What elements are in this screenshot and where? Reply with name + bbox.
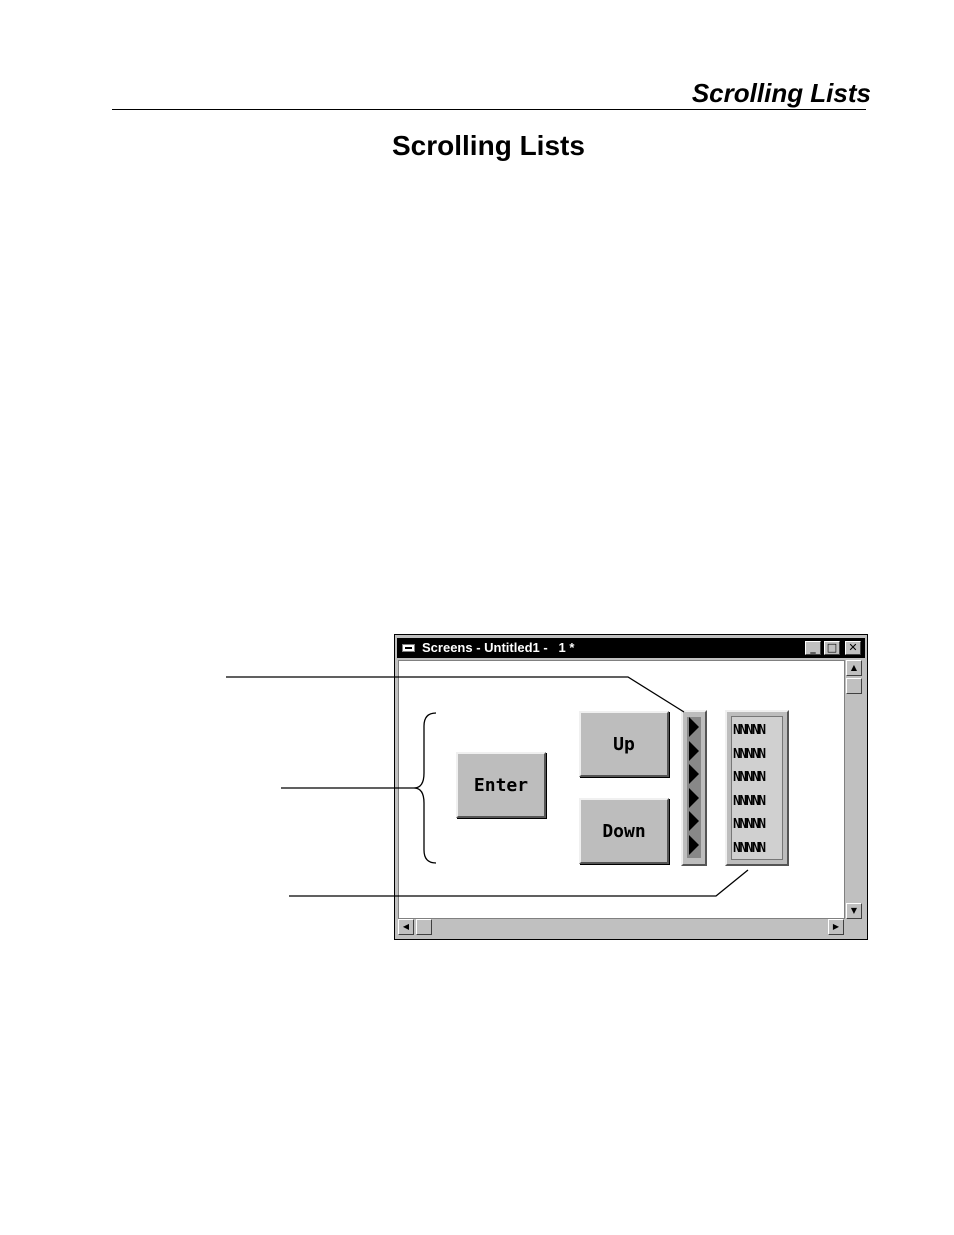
triangle-right-icon bbox=[689, 835, 699, 855]
title-bar[interactable] bbox=[397, 638, 865, 658]
scroll-down-button[interactable] bbox=[846, 903, 862, 919]
vertical-scroll-thumb[interactable] bbox=[846, 678, 862, 694]
list-item: NNNNN bbox=[733, 817, 765, 832]
close-button[interactable] bbox=[845, 641, 861, 655]
scroll-left-button[interactable] bbox=[398, 919, 414, 935]
selection-indicator bbox=[681, 710, 707, 866]
list-item: NNNNN bbox=[733, 723, 765, 738]
list-item: NNNNN bbox=[733, 840, 765, 856]
arrow-up-icon: ▲ bbox=[850, 663, 858, 672]
list-display bbox=[731, 716, 783, 860]
close-icon: ✕ bbox=[848, 641, 858, 654]
minimize-icon: _ bbox=[810, 641, 816, 654]
arrow-left-icon: ◀ bbox=[402, 922, 410, 931]
scroll-right-button[interactable] bbox=[828, 919, 844, 935]
system-menu-icon[interactable] bbox=[402, 644, 415, 652]
indicator-column bbox=[687, 717, 701, 858]
arrow-right-icon: ▶ bbox=[832, 922, 840, 931]
triangle-right-icon bbox=[689, 764, 699, 784]
triangle-right-icon bbox=[689, 717, 699, 737]
enter-button[interactable]: Enter bbox=[456, 752, 546, 818]
minimize-button[interactable] bbox=[805, 641, 821, 655]
list-item: NNNNN bbox=[733, 793, 765, 809]
triangle-right-icon bbox=[689, 788, 699, 808]
maximize-icon: □ bbox=[826, 641, 838, 654]
triangle-right-icon bbox=[689, 741, 699, 761]
up-button[interactable]: Up bbox=[579, 711, 669, 777]
scrollbar-corner bbox=[846, 919, 863, 936]
list-item: NNNNN bbox=[733, 770, 765, 785]
maximize-button[interactable] bbox=[824, 641, 840, 655]
list-item: NNNNN bbox=[733, 746, 765, 762]
horizontal-scroll-thumb[interactable] bbox=[416, 919, 432, 935]
scrolling-list[interactable] bbox=[725, 710, 789, 866]
horizontal-scrollbar[interactable] bbox=[398, 919, 845, 936]
page-title: Scrolling Lists bbox=[392, 130, 585, 161]
window-title: Screens - Untitled1 - 1 * bbox=[422, 640, 575, 655]
down-button[interactable]: Down bbox=[579, 798, 669, 864]
triangle-right-icon bbox=[689, 811, 699, 831]
scroll-up-button[interactable] bbox=[846, 660, 862, 676]
arrow-down-icon: ▼ bbox=[850, 906, 858, 915]
running-head: Scrolling Lists bbox=[691, 78, 871, 108]
header-rule bbox=[112, 109, 866, 110]
vertical-scrollbar[interactable] bbox=[846, 660, 863, 919]
